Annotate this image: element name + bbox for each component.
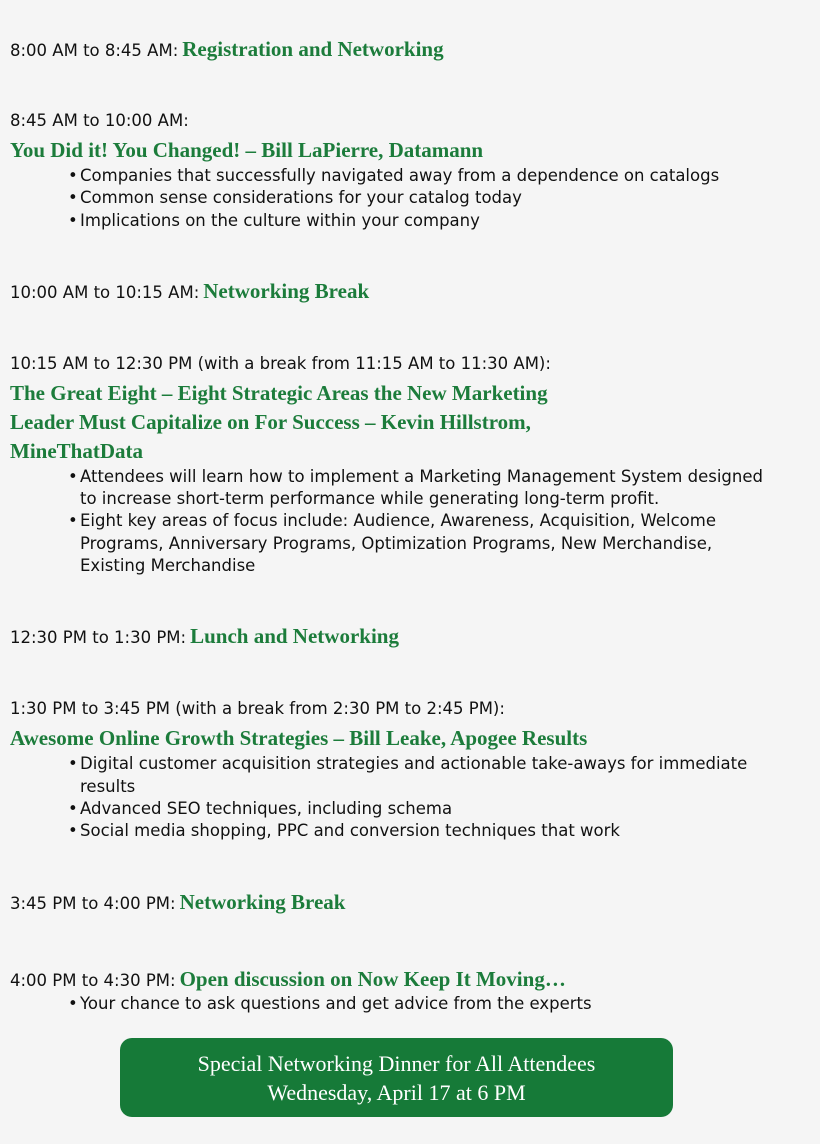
session-time: 8:45 AM to 10:00 AM: (10, 111, 189, 130)
list-item-line: Programs, Anniversary Programs, Optimization Programs, New Merchandise, (80, 533, 713, 553)
session-title (10, 379, 815, 466)
bullet-list (10, 165, 815, 232)
list-item: • Implications on the culture within your company (70, 210, 815, 232)
session-time: 1:30 PM to 3:45 PM (with a break from 2:30 PM to 2:45 PM): (10, 699, 505, 719)
session-time: 4:00 PM to 4:30 PM: (10, 970, 176, 990)
session-open-discussion (10, 965, 815, 1015)
dinner-title: Special Networking Dinner for All Attendees (197, 1050, 596, 1076)
session-great-eight (10, 350, 815, 577)
session-title: Awesome Online Growth Strategies – Bill Leake, Apogee Results (10, 726, 588, 751)
session-title-line: MineThatData (10, 438, 143, 463)
session-title: Lunch and Networking (190, 624, 399, 649)
dinner-date: Wednesday, April 17 at 6 PM (267, 1079, 526, 1105)
list-item (70, 753, 815, 798)
bullet-list (10, 753, 815, 842)
agenda (10, 35, 815, 1015)
list-item-line: to increase short-term performance while generating long-term profit. (80, 489, 660, 509)
session-title: Networking Break (179, 889, 346, 914)
list-item: • Social media shopping, PPC and conversion techniques that work (70, 820, 815, 842)
session-time: 10:15 AM to 12:30 PM (with a break from 11:15 AM to 11:30 AM): (10, 353, 551, 373)
list-item (70, 466, 815, 511)
session-registration (10, 35, 815, 66)
session-time: 8:00 AM to 8:45 AM: (10, 41, 179, 60)
session-title-line: The Great Eight – Eight Strategic Areas the New Marketing (10, 380, 548, 405)
session-lunch (10, 622, 815, 653)
list-item-line: • Digital customer acquisition strategies and actionable take-aways for immediate (80, 754, 748, 774)
list-item-line: • Eight key areas of focus include: Audience, Awareness, Acquisition, Welcome (80, 511, 716, 531)
list-item-line: results (80, 776, 136, 796)
session-title: You Did it! You Changed! – Bill LaPierre, Datamann (10, 138, 484, 162)
list-item: • Common sense considerations for your catalog today (70, 187, 815, 209)
list-item-line: Existing Merchandise (80, 556, 256, 576)
session-title-line: Leader Must Capitalize on For Success – Kevin Hillstrom, (10, 409, 531, 434)
session-time: 10:00 AM to 10:15 AM: (10, 282, 200, 302)
session-networking-break (10, 277, 815, 308)
session-title: Open discussion on Now Keep It Moving… (179, 966, 566, 991)
session-time: 12:30 PM to 1:30 PM: (10, 628, 187, 648)
bullet-list (10, 466, 815, 577)
bullet-list (10, 993, 815, 1015)
list-item: • Advanced SEO techniques, including schema (70, 798, 815, 820)
session-time: 3:45 PM to 4:00 PM: (10, 893, 176, 913)
session-online-growth (10, 695, 815, 842)
list-item: • Companies that successfully navigated away from a dependence on catalogs (70, 165, 815, 187)
list-item: • Your chance to ask questions and get advice from the experts (70, 993, 815, 1015)
session-you-did-it (10, 107, 815, 232)
session-title: Registration and Networking (182, 37, 444, 61)
list-item (70, 510, 815, 577)
list-item-line: • Attendees will learn how to implement a Marketing Management System designed (80, 466, 763, 486)
session-networking-break-2 (10, 888, 815, 919)
dinner-banner (120, 1038, 673, 1117)
session-title: Networking Break (203, 278, 370, 303)
